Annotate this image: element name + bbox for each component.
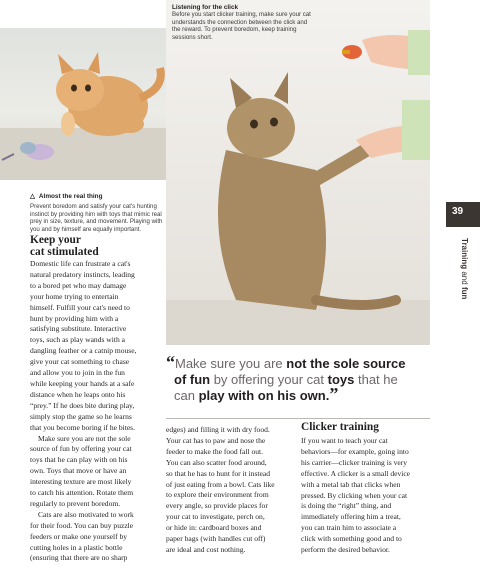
body-line: that you become boring if he bites. xyxy=(30,422,136,432)
chapter-word: Training xyxy=(460,238,469,270)
kitten-caption-body: Prevent boredom and satisfy your cat's hunting instinct by providing him with toys that mimic real prey in size, texture, and movement. Playing with you and by himself are equally important. xyxy=(30,203,163,233)
triangle-up-icon: △ xyxy=(30,193,35,200)
body-line: toys, such as play wands with a xyxy=(30,335,125,345)
section-heading-clicker: Clicker training xyxy=(301,421,379,433)
quote-text: Make sure you are xyxy=(175,356,287,371)
body-line: cutting holes in a plastic bottle xyxy=(30,542,123,552)
column-3-text xyxy=(301,436,441,556)
quote-emphasis: of fun xyxy=(174,371,211,387)
heading-line2: cat stimulated xyxy=(30,245,99,258)
body-line: interesting texture are most likely xyxy=(30,477,132,487)
body-line: toys that he can play with on his xyxy=(30,455,128,465)
body-line: If you want to teach your cat xyxy=(301,436,388,445)
body-line: with a metal tab that clicks when xyxy=(301,479,401,489)
body-line: effective. A clicker is a small device xyxy=(301,468,411,478)
tab-rule xyxy=(446,226,480,227)
section-heading-stimulated xyxy=(30,235,99,258)
quote-text: by offering your cat xyxy=(210,371,328,387)
body-line: perform the desired behavior. xyxy=(301,545,390,555)
cat-illustration xyxy=(166,0,430,345)
body-line: of just eating from a bowl. Cats like xyxy=(166,479,275,489)
body-line: click with something good and to xyxy=(301,534,402,544)
chapter-label xyxy=(460,238,469,358)
clicker-caption-body: Before you start clicker training, make sure your cat understands the connection between the click and the reward. To prevent boredom, keep training sessions short. xyxy=(172,11,311,41)
body-line: Cats are also motivated to work xyxy=(38,509,134,519)
quote-emphasis: play with on his own. xyxy=(198,388,330,403)
body-line: to explore their environment from xyxy=(166,490,269,500)
body-line: dangling feather or a catnip mouse, xyxy=(30,346,137,356)
body-line: feeder to make the food fall out. xyxy=(166,446,264,456)
body-line: your cat to investigate, perch on, xyxy=(166,512,265,522)
body-line: behaviors—for example, going into xyxy=(301,446,409,456)
clicker-caption xyxy=(172,4,312,41)
body-line: his carrier—clicker training is very xyxy=(301,457,408,467)
body-line: (ensuring that there are no sharp xyxy=(30,553,128,563)
chapter-word: and xyxy=(460,271,469,285)
body-line: distance when he leaps onto his xyxy=(30,389,126,399)
kitten-caption-title: Almost the real thing xyxy=(38,193,103,200)
body-line: you can train him to associate a xyxy=(301,523,397,533)
body-line: paper bags (with handles cut off) xyxy=(166,534,266,544)
body-line: Make sure you are not the sole xyxy=(38,433,131,443)
body-line: feeders or make one yourself by xyxy=(30,531,128,541)
body-line: pressed. By clicking when your cat xyxy=(301,490,408,500)
kitten-illustration xyxy=(0,28,166,180)
body-line: Your cat has to paw and nose the xyxy=(166,435,266,445)
body-line: simply stop the game so he learns xyxy=(30,411,132,421)
body-line: edges) and filling it with dry food. xyxy=(166,425,270,434)
body-line: “prey.” If he does bite during play, xyxy=(30,400,135,410)
page-number: 39 xyxy=(452,206,464,217)
quote-emphasis: toys xyxy=(327,371,355,387)
clicker-caption-title: Listening for the click xyxy=(172,4,239,11)
body-line: are ideal and cost nothing. xyxy=(166,544,246,554)
chapter-word: fun xyxy=(460,286,469,300)
body-line: regularly to prevent boredom. xyxy=(30,498,121,508)
body-line: to a bored pet who may damage xyxy=(30,280,127,290)
column-1-text xyxy=(30,259,165,564)
body-line: so that he has to hunt for it instead xyxy=(166,468,270,478)
body-line: himself. Fulfill your cat's need to xyxy=(30,302,130,312)
kitten-playing-photo xyxy=(0,28,166,180)
body-line: source of fun by offering your cat xyxy=(30,444,132,454)
body-line: natural predatory instincts, leading xyxy=(30,269,135,279)
body-line: while keeping your hands at a safe xyxy=(30,378,135,388)
quote-text: that he xyxy=(354,371,398,387)
body-line: is doing the “right” thing, and xyxy=(301,501,392,511)
body-line: to catch his attention. Rotate them xyxy=(30,488,134,498)
column-2-text xyxy=(166,425,296,556)
quote-text: can xyxy=(174,388,199,403)
heading-line1: Keep your xyxy=(30,234,81,246)
quote-divider xyxy=(166,418,430,419)
body-line: hunt by providing him with a xyxy=(30,313,119,323)
body-line: or hide in: cardboard boxes and xyxy=(166,523,262,533)
pull-quote xyxy=(166,352,436,404)
body-line: Domestic life can frustrate a cat's xyxy=(30,259,131,268)
kitten-caption xyxy=(30,185,165,233)
body-line: your home trying to entertain xyxy=(30,291,119,301)
body-line: and allow you to join in the fun xyxy=(30,368,125,378)
body-line: for their food. You can buy puzzle xyxy=(30,520,134,530)
open-quote-mark: “ xyxy=(166,352,175,372)
body-line: You can also scatter food around, xyxy=(166,457,267,467)
body-line: satisfying substitute. Interactive xyxy=(30,324,127,334)
body-line: give your cat something to chase xyxy=(30,357,130,367)
close-quote-mark: ” xyxy=(329,384,339,404)
body-line: every angle, so provide places for xyxy=(166,501,268,511)
cat-clicker-photo xyxy=(166,0,430,345)
quote-emphasis: not the sole source xyxy=(286,356,406,371)
body-line: immediately offering him a treat, xyxy=(301,512,401,522)
body-line: own. Toys that move or have an xyxy=(30,466,127,476)
